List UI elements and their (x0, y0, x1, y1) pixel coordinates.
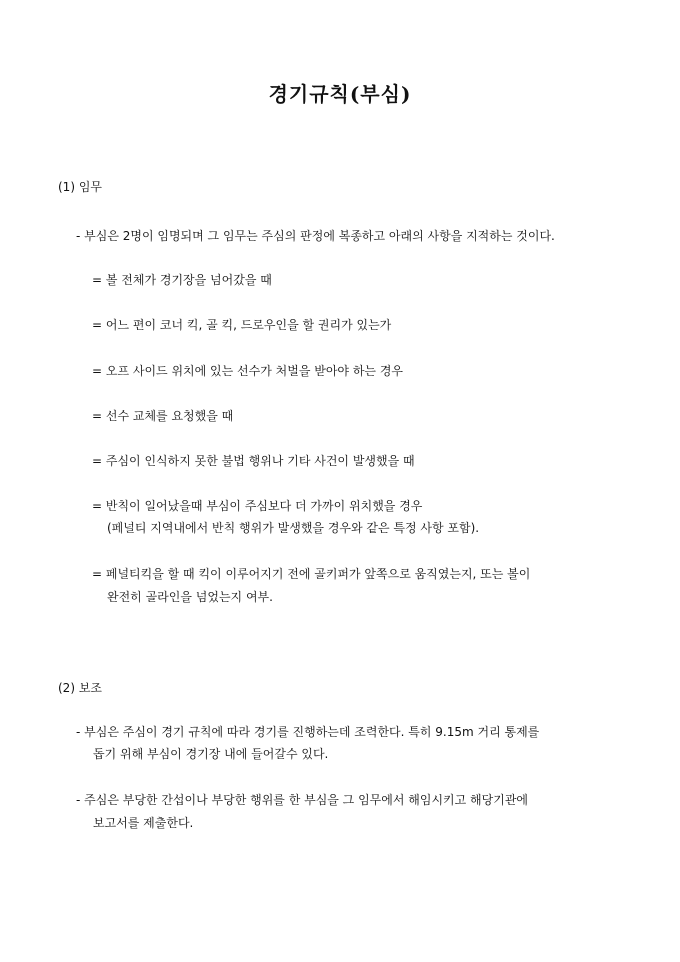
duty-item: = 페널티킥을 할 때 킥이 이루어지기 전에 골키퍼가 앞쪽으로 움직였는지, 또는 볼이 (92, 567, 531, 581)
assist-paragraph-line: - 주심은 부당한 간섭이나 부당한 행위를 한 부심을 그 임무에서 해임시키고 해당기관에 (76, 793, 529, 807)
assist-paragraph-line: 보고서를 제출한다. (93, 816, 194, 830)
duty-item: = 어느 편이 코너 킥, 골 킥, 드로우인을 할 권리가 있는가 (92, 318, 392, 332)
duty-item: = 볼 전체가 경기장을 넘어갔을 때 (92, 273, 272, 287)
duty-item: = 오프 사이드 위치에 있는 선수가 처벌을 받아야 하는 경우 (92, 364, 404, 378)
duty-item: = 주심이 인식하지 못한 불법 행위나 기타 사건이 발생했을 때 (92, 454, 415, 468)
duty-item-continuation: (페널티 지역내에서 반칙 행위가 발생했을 경우와 같은 특정 사항 포함). (107, 521, 480, 535)
duty-item-continuation: 완전히 골라인을 넘었는지 여부. (107, 590, 273, 604)
duty-item: = 선수 교체를 요청했을 때 (92, 409, 234, 423)
section-heading-assist: (2) 보조 (58, 681, 102, 695)
duty-item: = 반칙이 일어났을때 부심이 주심보다 더 가까이 위치했을 경우 (92, 499, 423, 513)
assist-paragraph-line: - 부심은 주심이 경기 규칙에 따라 경기를 진행하는데 조력한다. 특히 9.15m 거리 통제를 (76, 725, 540, 739)
assist-paragraph-line: 돕기 위해 부심이 경기장 내에 들어갈수 있다. (93, 747, 329, 761)
section-heading-duties: (1) 임무 (58, 180, 102, 194)
page-title: 경기규칙(부심) (268, 82, 412, 106)
duties-intro: - 부심은 2명이 임명되며 그 임무는 주심의 판정에 복종하고 아래의 사항을 지적하는 것이다. (76, 229, 555, 243)
